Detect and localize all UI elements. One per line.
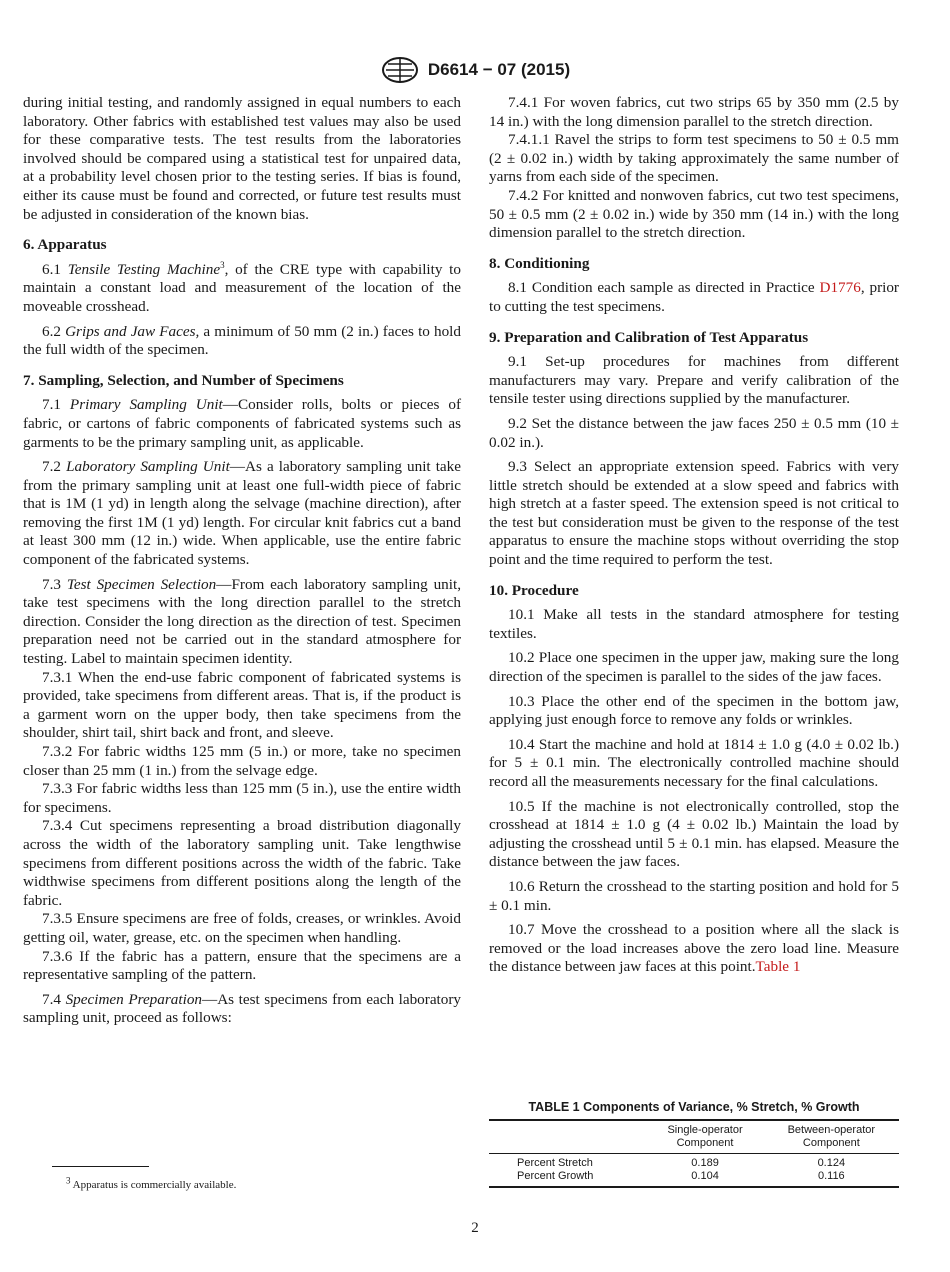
section-heading-conditioning: 8. Conditioning xyxy=(489,254,590,272)
paragraph-9-2: 9.2 Set the distance between the jaw faces 250 ± 0.5 mm (10 ± 0.02 in.). xyxy=(489,414,899,451)
paragraph-7-4-2: 7.4.2 For knitted and nonwoven fabrics, cut two test specimens, 50 ± 0.5 mm (2 ± 0.02 in.) wide by 350 mm (14 in.) with the long dimension parallel to the stretch direction. xyxy=(489,186,899,242)
section-heading-apparatus: 6. Apparatus xyxy=(23,236,107,254)
paragraph-10-4: 10.4 Start the machine and hold at 1814 ± 1.0 g (4.0 ± 0.02 lb.) for 5 ± 0.1 min. The electronically controlled machine should record all the measurements necessary for the final calculations. xyxy=(489,735,899,790)
paragraph-10-6: 10.6 Return the crosshead to the starting position and hold for 5 ± 0.1 min. xyxy=(489,877,899,914)
practice-d1776-link[interactable]: D1776 xyxy=(819,279,861,297)
table-cell-single: 0.189 xyxy=(691,1157,719,1169)
astm-logo-icon xyxy=(380,56,420,84)
paragraph-10-3: 10.3 Place the other end of the specimen in the bottom jaw, applying just enough force to remove any folds or wrinkles. xyxy=(489,692,899,729)
table-header-row xyxy=(489,1120,899,1154)
paragraph-7-3-3: 7.3.3 For fabric widths less than 125 mm (5 in.), use the entire width for specimens. xyxy=(23,780,461,816)
paragraph-8-1: 8.1 Condition each sample as directed in Practice D1776, prior to cutting the test specimens. xyxy=(489,279,899,315)
footnote-3: $^3$ Apparatus is commercially available. xyxy=(66,1175,237,1191)
table-cell-label: Percent Stretch xyxy=(517,1157,593,1169)
footnote-ref: 3 xyxy=(220,259,225,270)
standard-designation: D6614 − 07 (2015) xyxy=(427,60,571,79)
table-1-link[interactable]: Table 1 xyxy=(755,958,801,976)
paragraph-7-3-1: 7.3.1 When the end-use fabric component of fabricated systems is provided, take specimens from different areas. That is, if the product is a garment worn on the upper body, then take specimens from the shoulder, shirt tail, shirt back and front, and sleeve. xyxy=(23,668,461,742)
paragraph-10-2: 10.2 Place one specimen in the upper jaw, making sure the long direction of the specimen is parallel to the sides of the jaw faces. xyxy=(489,649,899,686)
table-1 xyxy=(489,1119,899,1188)
table-cell-between: 0.124 xyxy=(817,1157,846,1169)
section-heading-sampling: 7. Sampling, Selection, and Number of Specimens xyxy=(23,371,344,389)
table-header-single-operator: Single-operator Component xyxy=(646,1120,763,1154)
paragraph-7-4: 7.4 Specimen Preparation—As test specimens from each laboratory sampling unit, proceed as follows: xyxy=(23,990,462,1027)
table-1-caption: TABLE 1 Components of Variance, % Stretch, % Growth xyxy=(528,1100,860,1114)
table-row xyxy=(489,1154,899,1171)
paragraph-intro: during initial testing, and randomly assigned in equal numbers to each laboratory. Other fabrics with established test values may also be used for these comparative tests. The test results from the laboratories involved should be compared using a statistical test for unpaired data, at a probability level chosen prior to the testing series. If bias is found, either its cause must be found and corrected, or future test results must be adjusted in consideration of the known bias. xyxy=(23,94,461,223)
table-cell-label: Percent Growth xyxy=(517,1170,594,1182)
paragraph-7-1: 7.1 Primary Sampling Unit—Consider rolls, bolts or pieces of fabric, or cartons of fabric components of fabricated systems such as garments to be the primary sampling unit, as applicable. xyxy=(23,396,462,451)
paragraph-10-1: 10.1 Make all tests in the standard atmosphere for testing textiles. xyxy=(489,606,899,642)
footnote-divider xyxy=(52,1166,149,1167)
paragraph-7-3-6: 7.3.6 If the fabric has a pattern, ensure that the specimens are a representative sampling of the pattern. xyxy=(23,947,461,984)
left-column xyxy=(23,94,461,1034)
paragraph-7-3-4: 7.3.4 Cut specimens representing a broad distribution diagonally across the width of the laboratory sampling unit. Take lengthwise specimens from different positions across the width of the fabric. Take widthwise specimens from different positions along the length of the fabric. xyxy=(23,817,461,909)
paragraph-7-4-1-1: 7.4.1.1 Ravel the strips to form test specimens to 50 ± 0.5 mm (2 ± 0.02 in.) width by taking approximately the same number of yarns from each side of the specimen. xyxy=(489,131,899,186)
section-heading-preparation: 9. Preparation and Calibration of Test Apparatus xyxy=(489,328,809,346)
paragraph-10-7: 10.7 Move the crosshead to a position where all the slack is removed or the load increases above the zero load line. Measure the distance between jaw faces at this point.Table 1 xyxy=(489,921,899,976)
paragraph-7-2: 7.2 Laboratory Sampling Unit—As a laboratory sampling unit take from the primary sampling unit at least one full-width piece of fabric that is 1M (1 yd) in length along the selvage (machine direction), after removing the first 1M (1 yd) length. For circular knit fabrics cut a band at least 300 mm (12 in.) wide. When applicable, use the entire fabric component of the fabricated systems. xyxy=(23,458,462,569)
page-number: 2 xyxy=(471,1220,479,1236)
paragraph-10-5: 10.5 If the machine is not electronically controlled, stop the crosshead at 1814 ± 1.0 g (4 ± 0.02 lb.) Maintain the load by adjusting the crosshead until 5 ± 0.1 min. has elapsed. Measure the distance between the jaw faces. xyxy=(489,797,899,871)
paragraph-6-2: 6.2 Grips and Jaw Faces, a minimum of 50 mm (2 in.) faces to hold the full width of the specimen. xyxy=(23,322,461,359)
paragraph-7-3: 7.3 Test Specimen Selection—From each laboratory sampling unit, take test specimens with the long direction parallel to the stretch direction. Consider the long direction as the direction of test. Specimen preparation need not be carried out in the standard atmosphere for testing. Label to maintain specimen identity. xyxy=(23,575,461,668)
table-cell-single: 0.104 xyxy=(691,1170,719,1182)
table-cell-between: 0.116 xyxy=(817,1170,845,1182)
page-header xyxy=(0,56,950,84)
paragraph-9-1: 9.1 Set-up procedures for machines from different manufacturers may vary. Prepare and verify calibration of the tensile tester using directions supplied by the manufacturer. xyxy=(489,353,899,408)
table-header-between-operator: Between-operator Component xyxy=(764,1120,899,1154)
paragraph-7-3-5: 7.3.5 Ensure specimens are free of folds, creases, or wrinkles. Avoid getting oil, water, grease, etc. on the specimen when handling. xyxy=(23,910,461,946)
table-header-empty xyxy=(489,1120,646,1154)
paragraph-9-3: 9.3 Select an appropriate extension speed. Fabrics with very little stretch should be extended at a slow speed and fabrics with high stretch at a faster speed. The extension speed is not critical to the test but consideration must be given to the response of the test apparatus to ensure the machine stops without overriding the stop point and the time required to perform the test. xyxy=(489,458,899,569)
paragraph-6-1: 6.1 Tensile Testing Machine$^3$, of the CRE type with capability to maintain a constant load and measurement of the location of the moveable crosshead. xyxy=(23,259,461,315)
table-row xyxy=(489,1170,899,1187)
paragraph-7-3-2: 7.3.2 For fabric widths 125 mm (5 in.) or more, take no specimen closer than 25 mm (1 in.) from the selvage edge. xyxy=(23,743,461,779)
paragraph-7-4-1: 7.4.1 For woven fabrics, cut two strips 65 by 350 mm (2.5 by 14 in.) with the long dimension parallel to the stretch direction. xyxy=(489,94,899,130)
section-heading-procedure: 10. Procedure xyxy=(489,581,579,599)
right-column xyxy=(489,94,899,983)
